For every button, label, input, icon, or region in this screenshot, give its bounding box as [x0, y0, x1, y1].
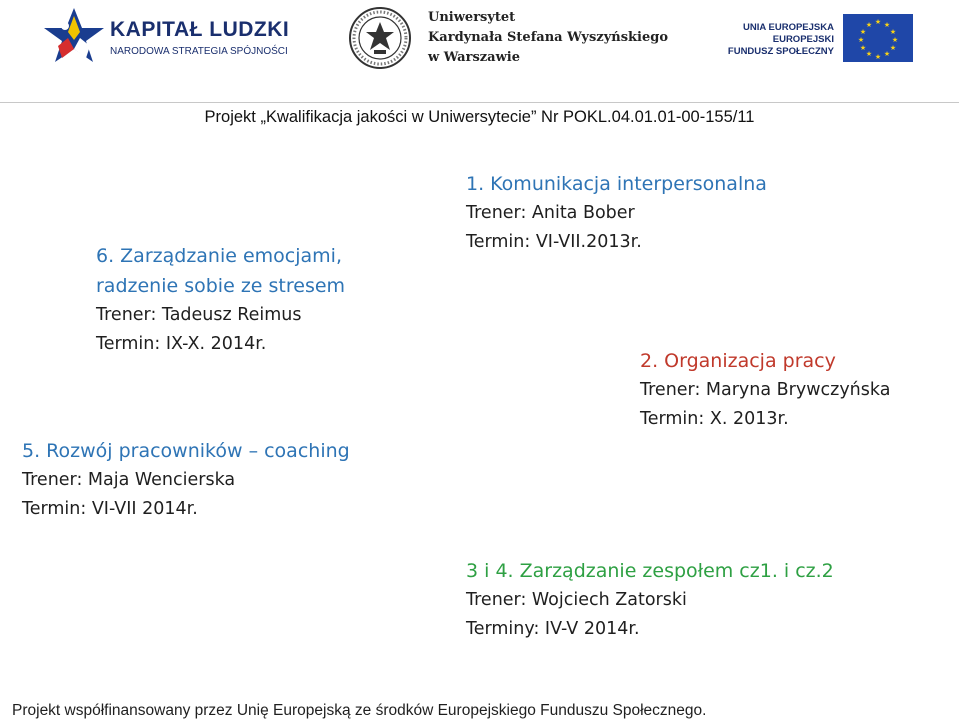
university-name [428, 8, 668, 68]
svg-text:★: ★ [857, 36, 865, 44]
course-6-title-line-2: radzenie sobie ze stresem [96, 275, 346, 297]
course-2 [640, 346, 890, 433]
svg-text:★: ★ [889, 28, 897, 36]
course-3-4 [466, 556, 834, 643]
header-divider [0, 102, 959, 103]
course-2-title: 2. Organizacja pracy [640, 350, 836, 372]
eu-line-3: FUNDUSZ SPOŁECZNY [727, 46, 834, 57]
course-5-trainer: Trener: Maja Wencierska [22, 470, 236, 490]
university-line-2: Kardynała Stefana Wyszyńskiego [428, 30, 668, 45]
course-2-trainer: Trener: Maryna Brywczyńska [640, 380, 891, 400]
svg-text:★: ★ [883, 21, 891, 29]
eu-line-1: UNIA EUROPEJSKA [743, 22, 834, 33]
course-6-trainer: Trener: Tadeusz Reimus [96, 305, 302, 325]
svg-text:★: ★ [874, 18, 882, 26]
svg-text:★: ★ [859, 44, 867, 52]
eu-flag-icon [843, 14, 913, 62]
svg-text:★: ★ [891, 36, 899, 44]
kapital-ludzki-star-icon [44, 6, 106, 68]
course-3-4-trainer: Trener: Wojciech Zatorski [466, 590, 687, 610]
course-1-trainer: Trener: Anita Bober [466, 203, 635, 223]
eu-fund-label [700, 22, 834, 58]
course-2-term: Termin: X. 2013r. [640, 408, 789, 429]
course-5-title: 5. Rozwój pracowników – coaching [22, 440, 350, 462]
svg-text:★: ★ [859, 28, 867, 36]
svg-text:★: ★ [889, 44, 897, 52]
kapital-ludzki-title: KAPITAŁ LUDZKI [110, 18, 290, 41]
course-3-4-title: 3 i 4. Zarządzanie zespołem cz1. i cz.2 [466, 560, 834, 582]
svg-text:★: ★ [874, 53, 882, 61]
svg-text:★: ★ [865, 21, 873, 29]
course-6-title-line-1: 6. Zarządzanie emocjami, [96, 245, 342, 267]
university-line-1: Uniwersytet [428, 10, 516, 25]
kapital-ludzki-subtitle: NARODOWA STRATEGIA SPÓJNOŚCI [110, 46, 288, 57]
footer-note: Projekt współfinansowany przez Unię Europejską ze środków Europejskiego Funduszu Społecznego. [12, 702, 707, 719]
course-1-term: Termin: VI-VII.2013r. [466, 231, 642, 252]
course-5 [22, 436, 350, 523]
course-5-term: Termin: VI-VII 2014r. [22, 498, 198, 519]
eu-line-2: EUROPEJSKI [772, 34, 834, 45]
course-1-title: 1. Komunikacja interpersonalna [466, 173, 767, 195]
course-6-term: Termin: IX-X. 2014r. [96, 333, 267, 354]
course-3-4-term: Terminy: IV-V 2014r. [466, 618, 640, 639]
university-line-3: w Warszawie [428, 50, 520, 65]
kapital-ludzki-logo [44, 6, 290, 68]
project-title: Projekt „Kwalifikacja jakości w Uniwersytecie” Nr POKL.04.01.01-00-155/11 [204, 108, 755, 126]
course-6 [96, 241, 345, 358]
svg-text:★: ★ [865, 50, 873, 58]
university-seal-icon [348, 6, 412, 70]
course-1 [466, 169, 767, 256]
svg-text:★: ★ [883, 50, 891, 58]
